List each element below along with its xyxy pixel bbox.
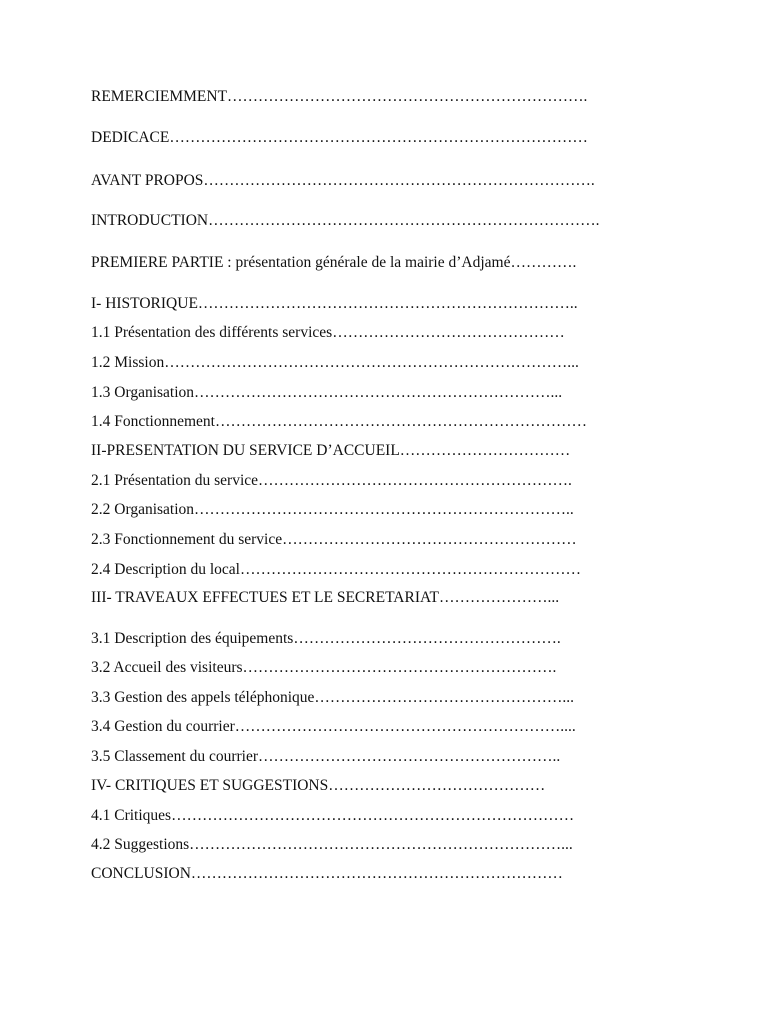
toc-entry-traveaux: III- TRAVEAUX EFFECTUES ET LE SECRETARIAT…………………... xyxy=(91,589,560,606)
toc-entry-1-3: 1.3 Organisation……………………………………………………………... xyxy=(91,384,563,401)
toc-entry-1-1: 1.1 Présentation des différents services……………………………………… xyxy=(91,324,565,341)
toc-entry-4-2: 4.2 Suggestions………………………………………………………………... xyxy=(91,836,573,853)
toc-entry-remerciemment: REMERCIEMMENT……………………………………………………………. xyxy=(91,88,588,105)
toc-entry-3-3: 3.3 Gestion des appels téléphonique…………………………………………... xyxy=(91,689,575,706)
toc-entry-3-1: 3.1 Description des équipements……………………………………………. xyxy=(91,630,561,647)
toc-entry-historique: I- HISTORIQUE……………………………………………………………….. xyxy=(91,295,578,312)
toc-entry-1-2: 1.2 Mission……………………………………………………………………... xyxy=(91,354,579,371)
toc-entry-1-4: 1.4 Fonctionnement……………………………………………………………… xyxy=(91,413,587,430)
toc-entry-premiere-partie: PREMIERE PARTIE : présentation générale de la mairie d’Adjamé…………. xyxy=(91,254,577,271)
toc-entry-4-1: 4.1 Critiques…………………………………………………………………… xyxy=(91,807,575,824)
toc-entry-3-4: 3.4 Gestion du courrier……………………………………………………….... xyxy=(91,718,576,735)
toc-entry-2-2: 2.2 Organisation……………………………………………………………….. xyxy=(91,501,574,518)
toc-entry-2-3: 2.3 Fonctionnement du service………………………………………………… xyxy=(91,531,577,548)
toc-entry-dedicace: DEDICACE……………………………………………………………………… xyxy=(91,129,588,146)
toc-entry-critiques-suggestions: IV- CRITIQUES ET SUGGESTIONS…………………………………… xyxy=(91,777,546,794)
toc-entry-2-4: 2.4 Description du local………………………………………………………… xyxy=(91,561,581,578)
toc-entry-3-2: 3.2 Accueil des visiteurs……………………………………………………. xyxy=(91,659,557,676)
toc-entry-avant-propos: AVANT PROPOS…………………………………………………………………. xyxy=(91,172,595,189)
toc-entry-introduction: INTRODUCTION…………………………………………………………………. xyxy=(91,212,600,229)
toc-entry-service-accueil: II-PRESENTATION DU SERVICE D’ACCUEIL…………………………… xyxy=(91,442,571,459)
toc-entry-2-1: 2.1 Présentation du service……………………………………………………. xyxy=(91,472,572,489)
toc-entry-conclusion: CONCLUSION……………………………………………………………… xyxy=(91,865,563,882)
toc-entry-3-5: 3.5 Classement du courrier………………………………………………….. xyxy=(91,748,561,765)
